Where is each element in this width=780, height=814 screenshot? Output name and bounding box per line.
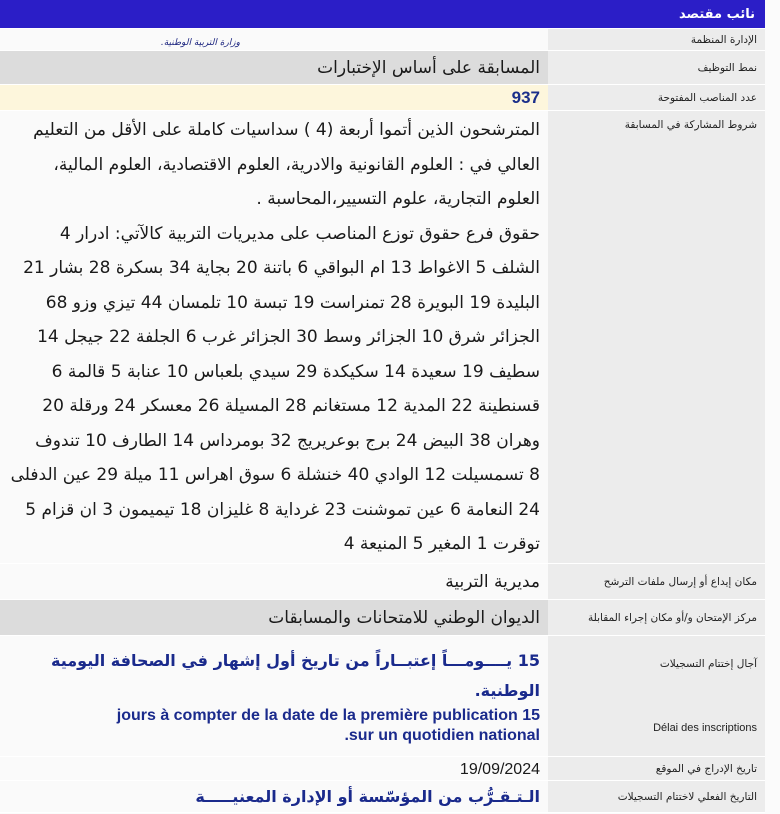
conditions-label: شروط المشاركة في المسابقة (548, 111, 765, 564)
recruitment-mode-label: نمط التوظيف (548, 51, 765, 85)
filing-place-value: مديرية التربية (445, 571, 540, 592)
deadline-fr-line: jours à compter de la date de la première publication 15 (116, 707, 540, 724)
conditions-line: وهران 38 البيض 24 برج بوعريريج 32 بومرداس 14 الطارف 10 تندوف (35, 430, 540, 451)
conditions-line: البليدة 19 البويرة 28 تمنراست 19 تبسة 10 تلمسان 44 تيزي وزو 68 (45, 292, 540, 313)
recruitment-mode-value: المسابقة على أساس الإختبارات (317, 57, 540, 78)
exam-center-value: الديوان الوطني للامتحانات والمسابقات (268, 607, 540, 628)
deadline-ar-line: 15 يــــومـــاً إعتبــاراً من تاريخ أول إشهار في الصحافة اليومية (51, 651, 540, 670)
row-open-positions (0, 85, 765, 111)
row-organizing-admin (0, 29, 765, 51)
posting-date-label: تاريخ الإدراج في الموقع (548, 757, 765, 781)
actual-close-value: الـتـقـرُّب من المؤسّسة أو الإدارة المعنيـــــة (195, 786, 540, 806)
deadline-label-fr: Délai des inscriptions (653, 722, 757, 734)
actual-close-label: التاريخ الفعلي لاختتام التسجيلات (548, 781, 765, 813)
conditions-line: قسنطينة 22 المدية 12 مستغانم 28 المسيلة 26 معسكر 24 ورقلة 20 (42, 396, 540, 416)
row-conditions (0, 111, 765, 564)
conditions-line: المترشحون الذين أتموا أربعة (4 ) سداسيات كاملة على الأقل من التعليم (33, 120, 540, 140)
conditions-line: 24 النعامة 6 عين تموشنت 23 غرداية 8 غليزان 18 تيميمون 3 ان قزام 5 (25, 499, 540, 520)
exam-center-label: مركز الإمتحان و/أو مكان إجراء المقابلة (548, 600, 765, 636)
row-filing-place (0, 564, 765, 600)
conditions-line: 8 تسمسيلت 12 الوادي 40 خنشلة 6 سوق اهراس 11 ميلة 29 عين الدفلى (10, 465, 540, 485)
conditions-line: حقوق فرع حقوق توزع المناصب على مديريات التربية كالآتي: ادرار 4 (59, 223, 540, 244)
conditions-line: سطيف 19 سعيدة 14 سكيكدة 29 سيدي بلعباس 10 عنابة 5 قالمة 6 (51, 361, 540, 382)
conditions-line: توقرت 1 المغير 5 المنيعة 4 (343, 534, 540, 554)
open-positions-label: عدد المناصب المفتوحة (548, 85, 765, 111)
organizing-admin-value: وزارة التربية الوطنية. (160, 38, 240, 48)
conditions-line: الجزائر شرق 10 الجزائر وسط 30 الجزائر غرب 6 الجلفة 22 جيجل 14 (37, 327, 540, 347)
header-row (0, 0, 765, 29)
organizing-admin-label: الإدارة المنظمة (548, 29, 765, 51)
deadline-fr-line: sur un quotidien national. (344, 727, 540, 744)
conditions-line: الشلف 5 الاغواط 13 ام البواقي 6 باتنة 20 بجاية 34 بسكرة 28 بشار 21 (23, 258, 540, 278)
deadline-ar-line: الوطنية. (474, 681, 540, 700)
deadline-label-ar: آجال إختتام التسجيلات (659, 658, 757, 670)
conditions-text (0, 111, 548, 564)
conditions-line: العالي في : العلوم القانونية والادرية، العلوم الاقتصادية، العلوم المالية، (53, 154, 540, 175)
posting-date-value: 19/09/2024 (459, 760, 540, 778)
job-title: نائب مقتصد (0, 0, 765, 29)
conditions-line: العلوم التجارية، علوم التسيير،المحاسبة . (256, 189, 540, 209)
row-recruitment-mode (0, 51, 765, 85)
row-posting-date (0, 757, 765, 781)
row-deadline (0, 636, 765, 757)
row-actual-close (0, 781, 765, 813)
open-positions-value: 937 (511, 87, 540, 107)
deadline-label (548, 636, 765, 757)
filing-place-label: مكان إيداع أو إرسال ملفات الترشح (548, 564, 765, 600)
row-exam-center (0, 600, 765, 636)
